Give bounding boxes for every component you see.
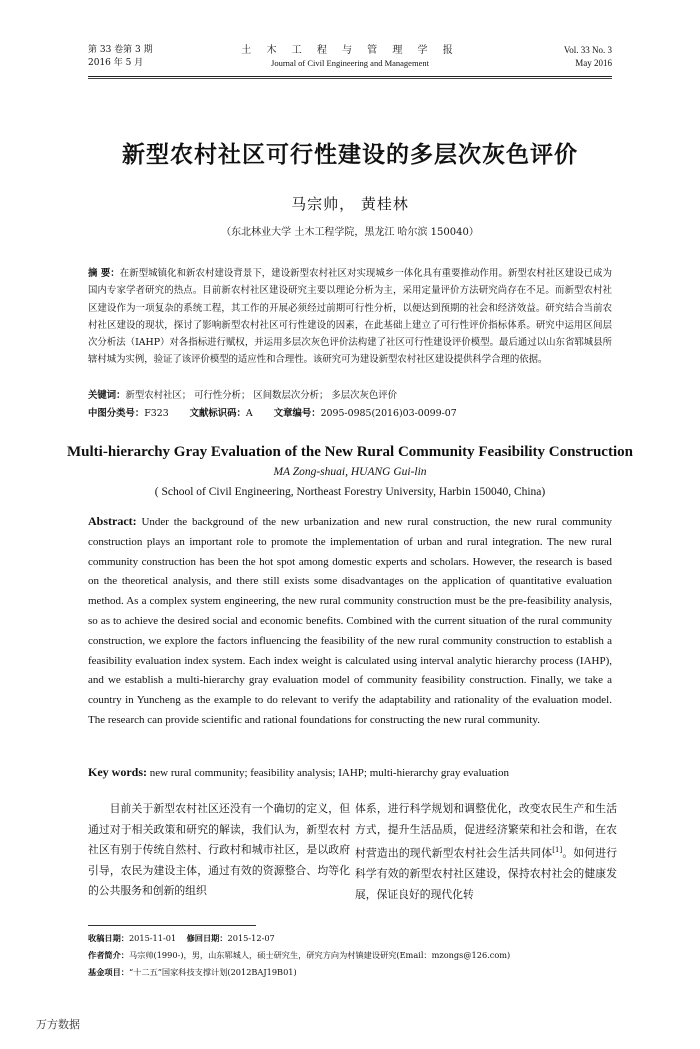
- received-label: 收稿日期：: [88, 933, 129, 943]
- watermark: 万方数据: [36, 1018, 80, 1031]
- abstract-cn-label: 摘 要：: [88, 268, 120, 279]
- body-column-left: [88, 799, 350, 902]
- doccode-label: 文献标识码：: [189, 408, 246, 419]
- abstract-en: [88, 512, 612, 731]
- volume-cn: 第 33 卷第 3 期: [88, 45, 153, 55]
- affiliation-cn: （东北林业大学 土木工程学院，黑龙江 哈尔滨 150040）: [221, 227, 479, 238]
- received-value: 2015-11-01: [128, 933, 177, 943]
- keywords-cn-text: 新型农村社区； 可行性分析； 区间数层次分析； 多层次灰色评价: [125, 390, 397, 401]
- date-cn: 2016 年 5 月: [88, 58, 144, 68]
- body-column-right: [355, 799, 617, 906]
- class-label: 中图分类号：: [88, 408, 145, 419]
- fund-value: “十二五”国家科技支撑计划(2012BAJ19B01): [128, 967, 297, 977]
- authors-en: MA Zong-shuai, HUANG Gui-lin: [273, 466, 427, 478]
- header-rule: [88, 76, 612, 77]
- author-value: 马宗帅(1990-)，男，山东郓城人，硕士研究生，研究方向为村镇建设研究(Email：mzongs@126.com): [128, 950, 511, 960]
- doccode-value: A: [245, 408, 253, 419]
- abstract-cn-text: 在新型城镇化和新农村建设背景下，建设新型农村社区对实现城乡一体化具有重要推动作用。新型农村社区建设已成为国内专家学者研究的热点。目前新农村社区建设研究主要以理论分析为主，采用定量评价方法研究尚存在不足。而新型农村社区建设作为一项复杂的系统工程，其工作的开展必须经过前期可行性分析，以便达到预期的社会和经济效益。研究结合当前农村社区建设的现状，探讨了影响新型农村社区可行性建设的因素，在此基础上建立了可行性评价指标体系。研究中运用区间层次分析法（IAHP）对各指标进行赋权，并运用多层次灰色评价法构建了社区可行性建设评价模型。最后通过以山东省郓城县所辖村城为实例，验证了该评价模型的适应性和合理性。该研究可为建设新型农村社区建设提供科学合理的依据。: [88, 268, 612, 366]
- class-value: F323: [144, 408, 169, 419]
- revised-value: 2015-12-07: [227, 933, 275, 943]
- journal-name-cn: 土 木 工 程 与 管 理 学 报: [241, 45, 459, 56]
- journal-name-en: Journal of Civil Engineering and Management: [271, 58, 429, 68]
- keywords-cn-label: 关键词：: [88, 390, 126, 401]
- authors-cn: 马宗帅， 黄桂林: [291, 195, 409, 213]
- footnote-author: [88, 947, 612, 964]
- articleid-label: 文章编号：: [273, 408, 321, 419]
- revised-label: 修回日期：: [186, 933, 228, 943]
- running-header: [88, 44, 612, 74]
- footnote-fund: [88, 964, 612, 981]
- body-paragraph: 目前关于新型农村社区还没有一个确切的定义，但通过对于相关政策和研究的解读，我们认为，新型农村社区有别于传统自然村、行政村和城市社区，是以政府引导，农民为建设主体，通过有效的资源整合、均等化的公共服务和创新的组织: [88, 802, 350, 898]
- abstract-cn: [88, 265, 612, 369]
- body-text-b: 。如何进行科学有效的新型农村社区建设，保持农村社会的健康发展，保证良好的现代化转: [355, 846, 618, 901]
- body-paragraph-continued: [355, 799, 617, 906]
- author-label: 作者简介：: [88, 950, 129, 960]
- keywords-en: [88, 764, 612, 781]
- title-en: Multi-hierarchy Gray Evaluation of the New Rural Community Feasibility Construction: [67, 444, 633, 460]
- date-en: May 2016: [575, 58, 612, 68]
- abstract-en-text: Under the background of the new urbanization and new rural construction, the new rural community construction plays an important role to promote the implementation of urban and rural integration. The new rural community construction has been the hot spot among domestic experts and scholars. However, the research is based on the theoretical analysis, and there still exists some disadvantages on the application of quantitative evaluation method. As a complex system engineering, the new rural community construction must be the pre-feasibility analysis, so as to achieve the desired social and economic benefits. Combined with the current situation of the rural community construction, we explore the factors influencing the feasibility of the new rural community construction to establish a feasibility evaluation index system. Each index weight is calculated using interval analytic hierarchy process (IAHP), and we establish a multi-hierarchy gray evaluation model of community feasibility construction. Finally, we take a country in Yuncheng as the example to do relevant to verify the adaptability and rationality of the evaluation model. The research can provide scientific and rational foundations for constructing the new rural community.: [88, 516, 612, 726]
- keywords-cn: [88, 388, 612, 404]
- header-right: [564, 44, 612, 70]
- header-center: [88, 44, 612, 70]
- affiliation-en: ( School of Civil Engineering, Northeast Forestry University, Harbin 150040, China): [154, 486, 546, 498]
- fund-label: 基金项目：: [88, 967, 129, 977]
- volume-en: Vol. 33 No. 3: [563, 45, 612, 55]
- footnote-dates: [88, 930, 612, 947]
- keywords-en-label: Key words:: [88, 765, 147, 779]
- body-text-a: 体系，进行科学规划和调整优化，改变农民生产和生活方式，提升生活品质，促进经济繁荣和社会和谐，在农村营造出的现代新型农村社会生活共同体: [355, 802, 617, 860]
- abstract-en-label: Abstract:: [88, 514, 137, 528]
- citation-ref: [1]: [552, 846, 563, 855]
- articleid-value: 2095-0985(2016)03-0099-07: [320, 408, 457, 419]
- keywords-en-text: new rural community; feasibility analysis; IAHP; multi-hierarchy gray evaluation: [147, 767, 509, 779]
- title-cn: 新型农村社区可行性建设的多层次灰色评价: [122, 142, 578, 168]
- footnote-rule: [88, 925, 256, 926]
- header-rule-thin: [88, 78, 612, 79]
- classification-line: [88, 406, 612, 422]
